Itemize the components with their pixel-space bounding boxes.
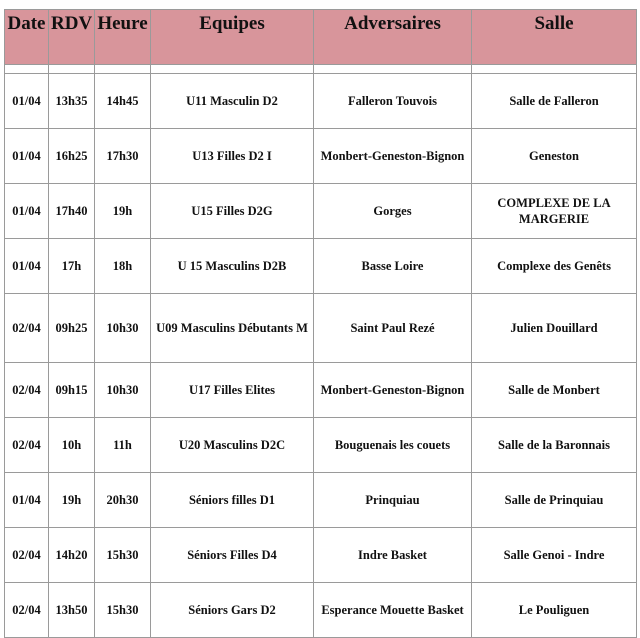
cell-salle: Le Pouliguen <box>472 583 637 638</box>
cell-rdv: 09h15 <box>49 363 95 418</box>
cell-adversaires: Gorges <box>314 184 472 239</box>
table-row <box>5 294 637 363</box>
cell-heure: 11h <box>95 418 151 473</box>
table-row <box>5 528 637 583</box>
header-date: Date <box>5 10 49 65</box>
header-row <box>5 10 637 65</box>
cell-equipes: U13 Filles D2 I <box>151 129 314 184</box>
cell-date: 02/04 <box>5 363 49 418</box>
cell-equipes: Séniors Filles D4 <box>151 528 314 583</box>
cell-salle: Salle Genoi - Indre <box>472 528 637 583</box>
header-adversaires: Adversaires <box>314 10 472 65</box>
cell-heure: 15h30 <box>95 528 151 583</box>
cell-rdv: 17h <box>49 239 95 294</box>
cell-date: 02/04 <box>5 294 49 363</box>
cell-rdv: 14h20 <box>49 528 95 583</box>
cell-heure: 10h30 <box>95 294 151 363</box>
cell-date: 02/04 <box>5 528 49 583</box>
cell-salle: Salle de la Baronnais <box>472 418 637 473</box>
cell-salle: Salle de Monbert <box>472 363 637 418</box>
cell-date: 02/04 <box>5 583 49 638</box>
cell-heure: 20h30 <box>95 473 151 528</box>
cell-equipes: Séniors Gars D2 <box>151 583 314 638</box>
table-row <box>5 418 637 473</box>
cell-heure: 10h30 <box>95 363 151 418</box>
cell-date: 01/04 <box>5 239 49 294</box>
cell-equipes: U09 Masculins Débutants M <box>151 294 314 363</box>
cell-equipes: U15 Filles D2G <box>151 184 314 239</box>
cell-salle: Julien Douillard <box>472 294 637 363</box>
table-row <box>5 583 637 638</box>
cell-adversaires: Monbert-Geneston-Bignon <box>314 363 472 418</box>
cell-rdv: 17h40 <box>49 184 95 239</box>
cell-salle: Salle de Falleron <box>472 74 637 129</box>
cell-date: 01/04 <box>5 74 49 129</box>
header-heure: Heure <box>95 10 151 65</box>
table-row <box>5 184 637 239</box>
cell-equipes: Séniors filles D1 <box>151 473 314 528</box>
cell-date: 01/04 <box>5 184 49 239</box>
cell-heure: 14h45 <box>95 74 151 129</box>
cell-adversaires: Esperance Mouette Basket <box>314 583 472 638</box>
cell-rdv: 13h35 <box>49 74 95 129</box>
cell-equipes: U17 Filles Elites <box>151 363 314 418</box>
header-rdv: RDV <box>49 10 95 65</box>
table-row <box>5 239 637 294</box>
cell-adversaires: Monbert-Geneston-Bignon <box>314 129 472 184</box>
table-row <box>5 74 637 129</box>
cell-date: 01/04 <box>5 129 49 184</box>
cell-salle: Salle de Prinquiau <box>472 473 637 528</box>
cell-rdv: 09h25 <box>49 294 95 363</box>
cell-adversaires: Prinquiau <box>314 473 472 528</box>
table-row <box>5 363 637 418</box>
cell-salle: COMPLEXE DE LA MARGERIE <box>472 184 637 239</box>
header-equipes: Equipes <box>151 10 314 65</box>
cell-heure: 18h <box>95 239 151 294</box>
cell-adversaires: Saint Paul Rezé <box>314 294 472 363</box>
cell-adversaires: Bouguenais les couets <box>314 418 472 473</box>
header-salle: Salle <box>472 10 637 65</box>
cell-adversaires: Indre Basket <box>314 528 472 583</box>
schedule-table <box>4 9 637 638</box>
cell-heure: 15h30 <box>95 583 151 638</box>
cell-date: 01/04 <box>5 473 49 528</box>
cell-heure: 17h30 <box>95 129 151 184</box>
cell-adversaires: Falleron Touvois <box>314 74 472 129</box>
cell-rdv: 13h50 <box>49 583 95 638</box>
cell-rdv: 16h25 <box>49 129 95 184</box>
table-row <box>5 473 637 528</box>
cell-equipes: U11 Masculin D2 <box>151 74 314 129</box>
cell-salle: Complexe des Genêts <box>472 239 637 294</box>
cell-date: 02/04 <box>5 418 49 473</box>
cell-equipes: U 15 Masculins D2B <box>151 239 314 294</box>
header-gap <box>5 65 637 74</box>
cell-salle: Geneston <box>472 129 637 184</box>
cell-rdv: 10h <box>49 418 95 473</box>
cell-rdv: 19h <box>49 473 95 528</box>
cell-adversaires: Basse Loire <box>314 239 472 294</box>
cell-equipes: U20 Masculins D2C <box>151 418 314 473</box>
cell-heure: 19h <box>95 184 151 239</box>
table-row <box>5 129 637 184</box>
